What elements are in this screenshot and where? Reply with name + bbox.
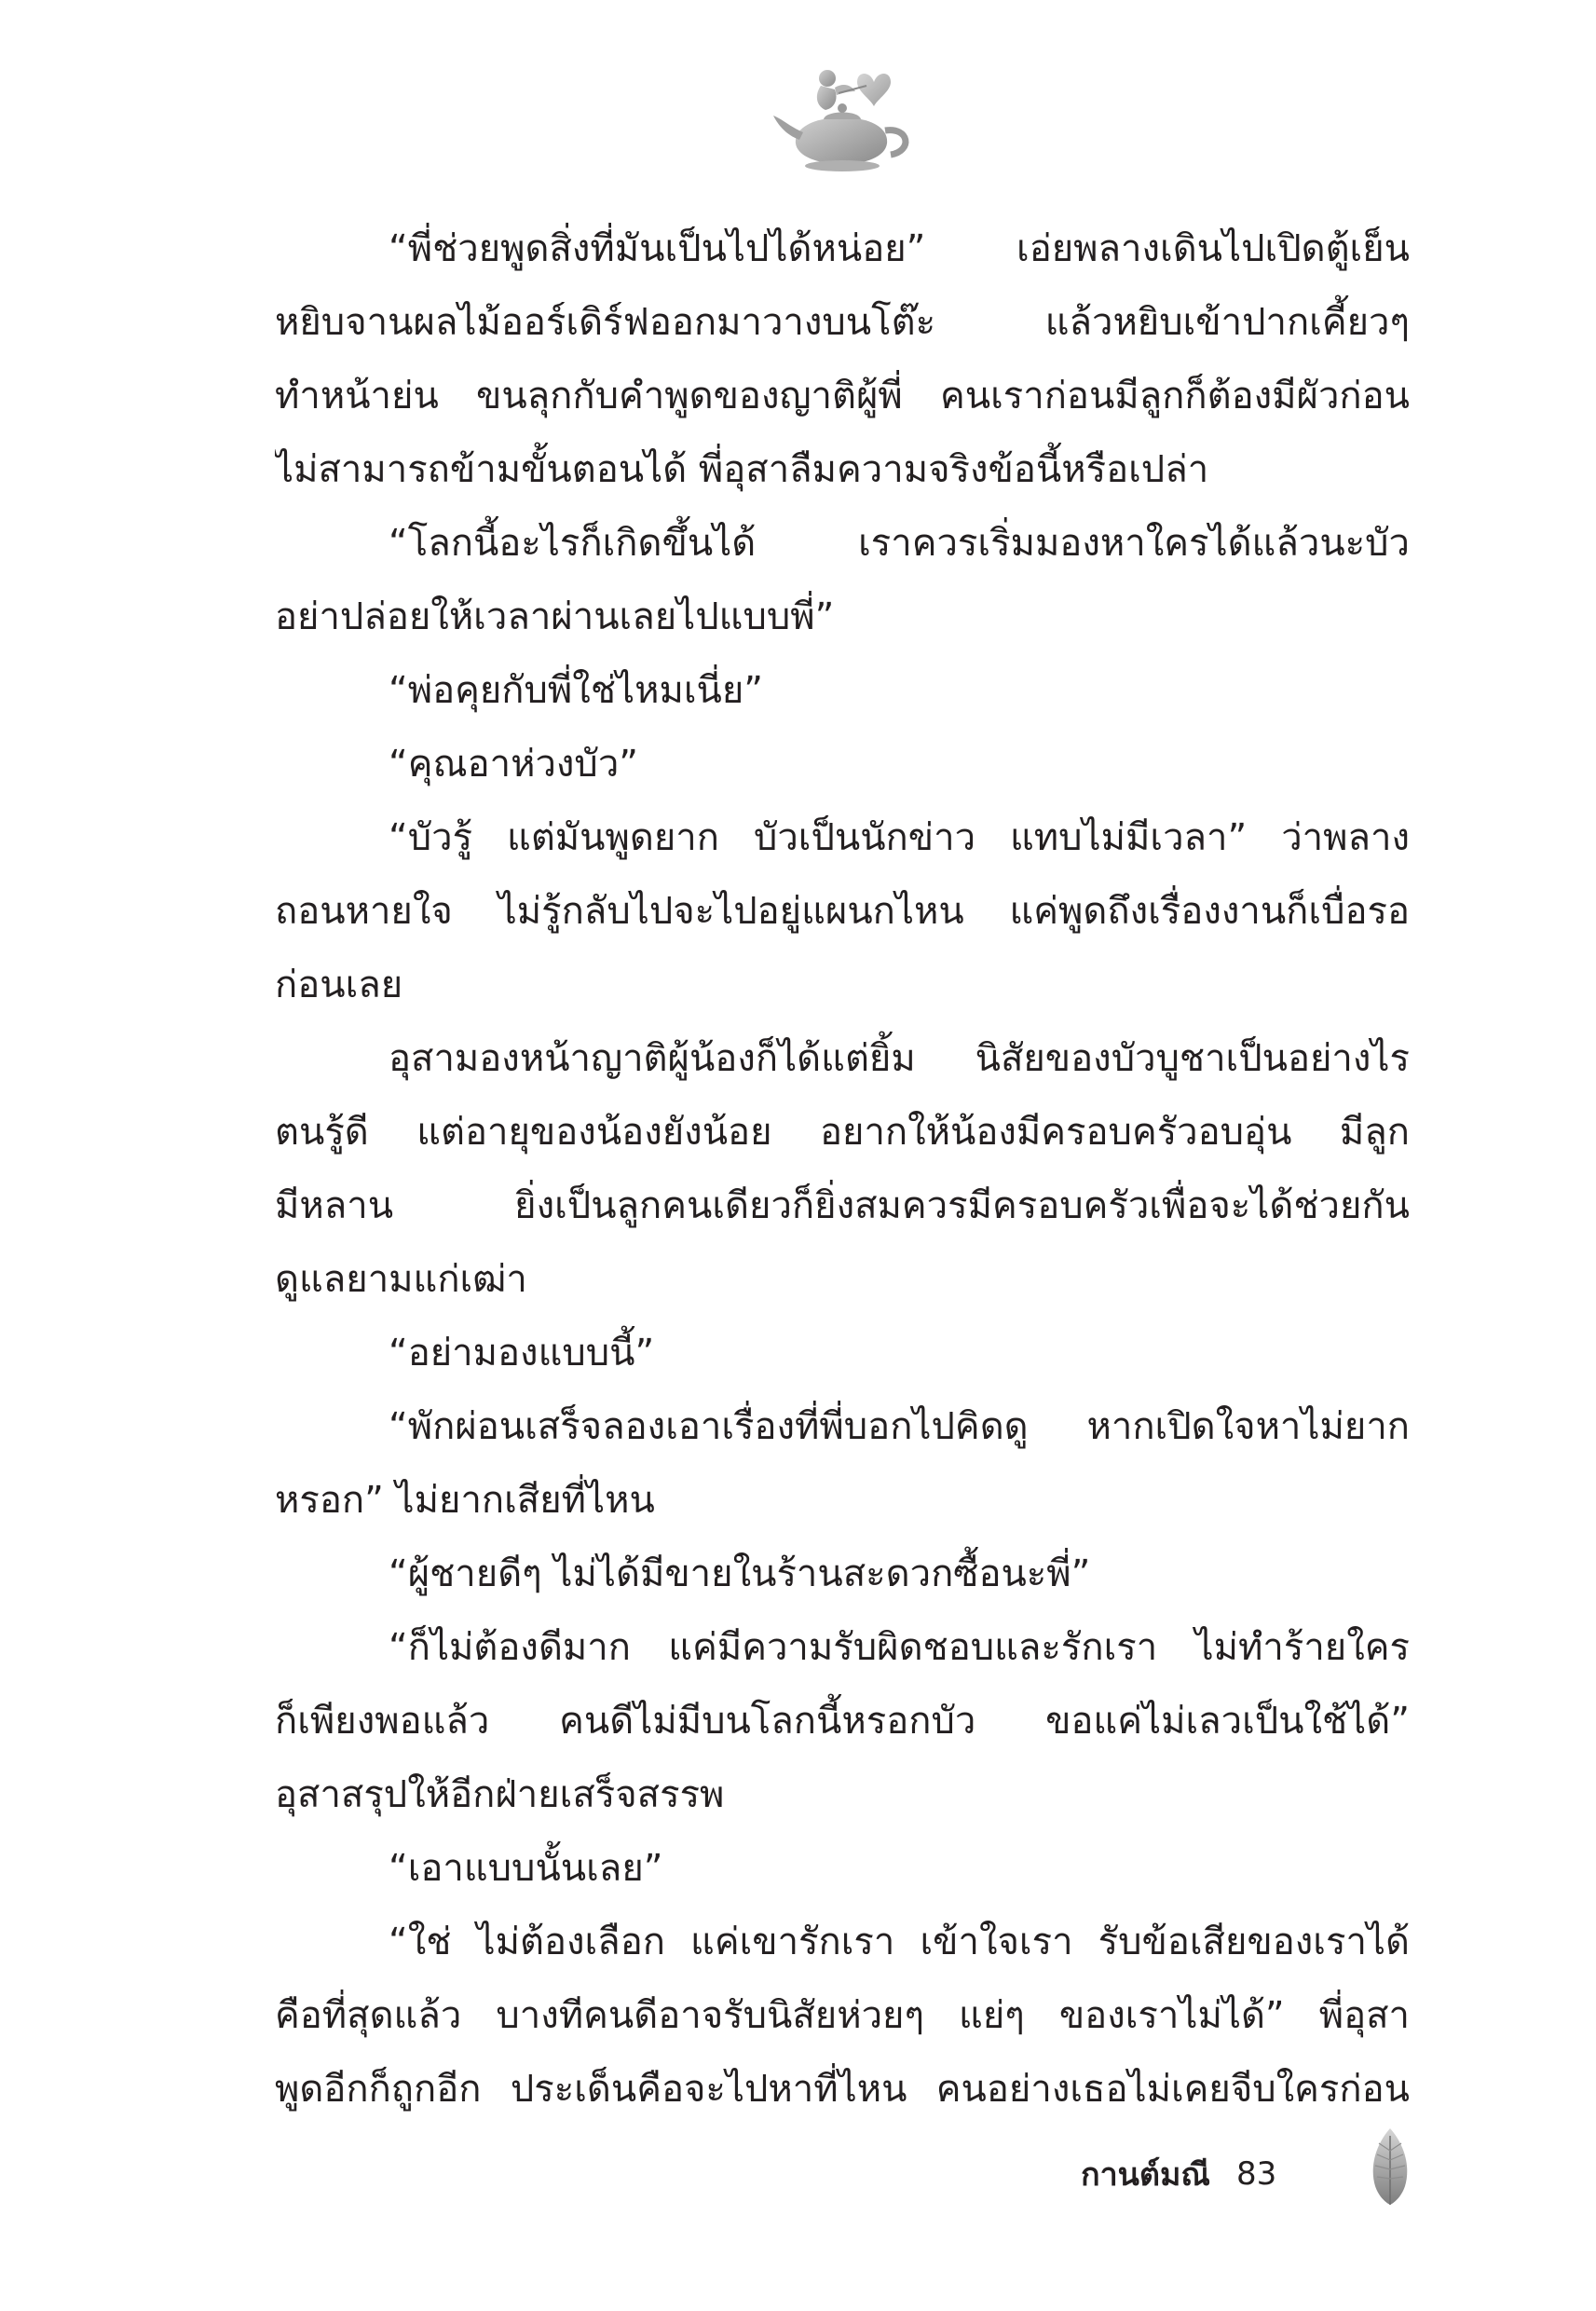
book-title: กานต์มณี [1081, 2156, 1210, 2194]
text-line: “คุณอาห่วงบัว” [389, 743, 639, 786]
text-line: “พักผ่อนเสร็จลองเอาเรื่องที่พี่บอกไปคิดดู หากเปิดใจหาไม่ยาก [389, 1405, 1410, 1448]
text-line: “โลกนี้อะไรก็เกิดขึ้นได้ เราควรเริ่มมองหาใครได้แล้วนะบัว [389, 522, 1410, 565]
page-footer [1081, 2141, 1276, 2207]
text-line: อุสามองหน้าญาติผู้น้องก็ได้แต่ยิ้ม นิสัยของบัวบูชาเป็นอย่างไร [389, 1037, 1410, 1080]
page-number: 83 [1235, 2155, 1277, 2193]
text-line: พูดอีกก็ถูกอีก ประเด็นคือจะไปหาที่ไหน คนอย่างเธอไม่เคยจีบใครก่อน [275, 2068, 1410, 2111]
text-line: มีหลาน ยิ่งเป็นลูกคนเดียวก็ยิ่งสมควรมีครอบครัวเพื่อจะได้ช่วยกัน [275, 1184, 1410, 1227]
text-line: ทำหน้าย่น ขนลุกกับคำพูดของญาติผู้พี่ คนเราก่อนมีลูกก็ต้องมีผัวก่อน [275, 375, 1410, 417]
text-line: “บัวรู้ แต่มันพูดยาก บัวเป็นนักข่าว แทบไม่มีเวลา” ว่าพลาง [389, 816, 1410, 859]
text-line: ถอนหายใจ ไม่รู้กลับไปจะไปอยู่แผนกไหน แค่พูดถึงเรื่องงานก็เบื่อรอ [275, 890, 1410, 933]
text-line: “ก็ไม่ต้องดีมาก แค่มีความรับผิดชอบและรักเรา ไม่ทำร้ายใคร [389, 1626, 1410, 1669]
leaf-ornament-icon [1366, 2126, 1414, 2207]
text-line: หยิบจานผลไม้ออร์เดิร์ฟออกมาวางบนโต๊ะ แล้วหยิบเข้าปากเคี้ยวๆ [275, 301, 1410, 344]
text-line: ไม่สามารถข้ามขั้นตอนได้ พี่อุสาลืมความจริงข้อนี้หรือเปล่า [275, 448, 1209, 491]
text-line: “ใช่ ไม่ต้องเลือก แค่เขารักเรา เข้าใจเรา รับข้อเสียของเราได้ [389, 1921, 1410, 1963]
text-line: ตนรู้ดี แต่อายุของน้องยังน้อย อยากให้น้องมีครอบครัวอบอุ่น มีลูก [275, 1111, 1410, 1154]
text-line: “ผู้ชายดีๆ ไม่ได้มีขายในร้านสะดวกซื้อนะพี่” [389, 1552, 1091, 1595]
text-line: อุสาสรุปให้อีกฝ่ายเสร็จสรรพ [275, 1773, 725, 1816]
text-line: “อย่ามองแบบนี้” [389, 1332, 655, 1374]
body-text [275, 212, 1410, 2126]
text-line: ก็เพียงพอแล้ว คนดีไม่มีบนโลกนี้หรอกบัว ขอแค่ไม่เลวเป็นใช้ได้” [275, 1700, 1410, 1743]
text-line: “พี่ช่วยพูดสิ่งที่มันเป็นไปได้หน่อย” เอ่ยพลางเดินไปเปิดตู้เย็น [389, 227, 1410, 270]
text-line: ก่อนเลย [275, 964, 403, 1006]
text-line: คือที่สุดแล้ว บางทีคนดีอาจรับนิสัยห่วยๆ แย่ๆ ของเราไม่ได้” พี่อุสา [275, 1994, 1410, 2037]
text-line: “พ่อคุยกับพี่ใช่ไหมเนี่ย” [389, 669, 763, 712]
cupid-teapot-ornament-icon [770, 54, 919, 175]
text-line: หรอก” ไม่ยากเสียที่ไหน [275, 1479, 655, 1522]
text-line: ดูแลยามแก่เฒ่า [275, 1258, 527, 1301]
text-line: “เอาแบบนั้นเลย” [389, 1847, 663, 1890]
text-line: อย่าปล่อยให้เวลาผ่านเลยไปแบบพี่” [275, 595, 835, 638]
